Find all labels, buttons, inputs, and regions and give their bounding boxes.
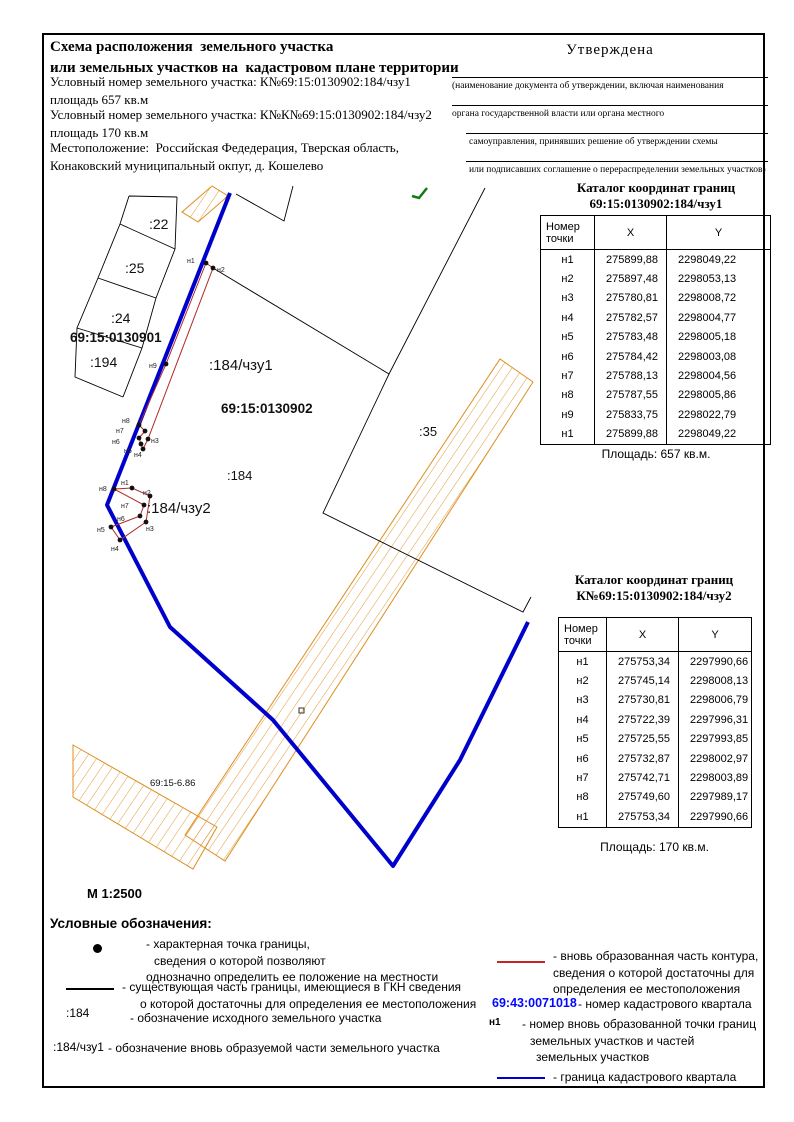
legend-parcel-designation: :184 — [66, 1006, 90, 1020]
approval-signature-line — [452, 133, 768, 148]
table-cell: 2298053,13 — [666, 269, 770, 288]
legend-new-contour-symbol — [497, 961, 545, 963]
point-label: н4 — [111, 546, 119, 553]
table-cell: 2298008,72 — [666, 289, 770, 308]
map-scale: М 1:2500 — [87, 886, 142, 901]
legend-item — [522, 1016, 756, 1066]
table-cell: 2298004,77 — [666, 308, 770, 327]
catalog2-header-y: Y — [678, 618, 751, 652]
table-cell: 275787,55 — [594, 386, 666, 405]
table-cell: 275783,48 — [594, 328, 666, 347]
legend-item-line: однозначно определить ее положение на местности — [146, 970, 439, 984]
point-label: н7 — [116, 428, 124, 435]
signature-rule — [466, 133, 768, 135]
table-cell: н3 — [561, 292, 574, 305]
catalog1-header-y: Y — [666, 216, 770, 250]
legend-item — [553, 1069, 736, 1086]
table-cell: 275725,55 — [606, 730, 678, 749]
table-cell: 2298002,97 — [678, 749, 751, 768]
table-cell: 275742,71 — [606, 768, 678, 787]
point-label: н7 — [121, 503, 129, 510]
table-cell: 2298022,79 — [666, 405, 770, 424]
table-cell: н7 — [576, 772, 589, 785]
table-cell: 2298005,18 — [666, 328, 770, 347]
catalog2-caption — [545, 572, 763, 604]
parcel-label-184: :184 — [227, 468, 253, 483]
table-cell: 2298005,86 — [666, 386, 770, 405]
road-hatch-band — [73, 186, 533, 869]
table-cell: 2297990,66 — [678, 652, 751, 671]
point-label: н2 — [143, 490, 151, 497]
table-cell: н7 — [561, 370, 574, 383]
parcel-label-194: :194 — [90, 354, 118, 370]
table-cell: н4 — [561, 311, 574, 324]
document-title-line1: Схема расположения земельного участка — [50, 39, 334, 55]
table-cell: 2297990,66 — [678, 807, 751, 826]
table-cell: н3 — [576, 694, 589, 707]
point-label: н6 — [117, 516, 125, 523]
legend-point-symbol — [93, 944, 102, 953]
info-line: Конаковский муниципальный окпуг, д. Кошелево — [50, 158, 324, 173]
point-label: н2 — [217, 267, 225, 274]
table-cell: н2 — [576, 675, 589, 688]
point-label: н8 — [122, 418, 130, 425]
new-contour-lines — [111, 263, 213, 540]
table-cell: н8 — [561, 389, 574, 402]
point-label: н9 — [149, 363, 157, 370]
signature-rule — [452, 105, 768, 107]
catalog2-caption-line2: К№69:15:0130902:184/чзу2 — [576, 588, 732, 603]
table-cell: 2298049,22 — [666, 250, 770, 269]
table-cell: н5 — [561, 331, 574, 344]
legend-item-line: земельных участков и частей — [530, 1033, 695, 1048]
point-label: н8 — [99, 486, 107, 493]
parcel-label-25: :25 — [125, 260, 145, 276]
legend-item-line: - характерная точка границы, — [146, 937, 310, 951]
quarter-label-0130901: 69:15:0130901 — [70, 330, 162, 345]
legend-quarter-boundary-symbol — [497, 1077, 545, 1079]
info-line: площадь 657 кв.м — [50, 92, 149, 107]
table-cell: н1 — [561, 428, 574, 441]
approval-signature-line — [452, 161, 768, 176]
quarter-label-0130902: 69:15:0130902 — [221, 401, 313, 416]
table-cell: 275899,88 — [594, 250, 666, 269]
signature-rule — [452, 77, 768, 79]
table-cell: 275782,57 — [594, 308, 666, 327]
table-cell: 275788,13 — [594, 366, 666, 385]
legend-existing-boundary-symbol — [66, 988, 114, 990]
table-cell: 275780,81 — [594, 289, 666, 308]
legend-chzu-designation: :184/чзу1 — [53, 1040, 104, 1054]
info-line: Местоположение: Российская Федедерация, Тверская область, — [50, 140, 399, 155]
existing-parcel-boundaries — [75, 186, 531, 612]
catalog2-area-note: Площадь: 170 кв.м. — [600, 840, 709, 854]
chzu1-contour — [139, 263, 213, 449]
north-mark-icon — [412, 188, 427, 198]
table-cell: 2297989,17 — [678, 788, 751, 807]
table-cell: 275732,87 — [606, 749, 678, 768]
road-label: 69:15-6.86 — [150, 778, 196, 789]
legend-item-line: сведения о которой достаточны для — [553, 965, 755, 980]
table-cell: 275749,60 — [606, 788, 678, 807]
document-title — [50, 37, 480, 79]
cadastral-map — [45, 180, 550, 885]
parcel-label-35: :35 — [419, 424, 438, 439]
table-cell: 275722,39 — [606, 710, 678, 729]
table-cell: н4 — [576, 713, 589, 726]
quarter-boundary-line — [107, 193, 528, 866]
signature-rule — [466, 161, 768, 163]
catalog1-header-point: Номер точки — [541, 216, 594, 250]
table-cell: н9 — [561, 408, 574, 421]
table-cell: 275745,14 — [606, 671, 678, 690]
table-cell: 275784,42 — [594, 347, 666, 366]
legend-item — [553, 948, 758, 998]
info-line: Условный номер земельного участка: К№К№69:15:0130902:184/чзу2 — [50, 107, 432, 122]
parcel-label-22: :22 — [149, 216, 169, 232]
point-label: н4 — [134, 452, 142, 459]
catalog1-area-note: Площадь: 657 кв.м. — [601, 447, 711, 461]
approval-caption: или подписавших соглашение о перераспределении земельных участков) — [469, 165, 766, 175]
table-cell: н2 — [561, 273, 574, 286]
table-cell: 2298004,56 — [666, 366, 770, 385]
table-cell: н5 — [576, 733, 589, 746]
legend-item-line: - существующая часть границы, имеющиеся в ГКН сведения — [122, 980, 462, 994]
table-cell: 2297996,31 — [678, 710, 751, 729]
catalog1-caption — [540, 180, 772, 212]
point-label: н6 — [112, 439, 120, 446]
approval-caption: (наименование документа об утверждении, включая наименования — [452, 81, 724, 91]
table-cell: 275753,34 — [606, 652, 678, 671]
legend-item-line: - вновь образованная часть контура, — [553, 949, 759, 963]
table-cell: 2298008,13 — [678, 671, 751, 690]
point-label: н5 — [97, 527, 105, 534]
legend-item-line: определения ее местоположения — [553, 982, 741, 996]
legend-item — [578, 996, 752, 1013]
legend-item — [122, 979, 476, 1012]
table-cell: 2298003,08 — [666, 347, 770, 366]
point-label: н3 — [146, 526, 154, 533]
parcel-info-block — [50, 74, 480, 173]
table-cell: н1 — [561, 253, 574, 266]
table-cell: н1 — [576, 655, 589, 668]
approval-signature-line — [452, 105, 768, 120]
parcel-label-24: :24 — [111, 310, 131, 326]
info-line: Условный номер земельного участка: К№69:15:0130902:184/чзу1 — [50, 74, 411, 89]
table-cell: 2298006,79 — [678, 691, 751, 710]
legend-item-line: - обозначение исходного земельного участка — [130, 1011, 382, 1025]
legend-item-line: сведения о которой позволяют — [154, 953, 326, 968]
table-cell: 275753,34 — [606, 807, 678, 826]
catalog2-caption-line1: Каталог координат границ — [574, 572, 734, 587]
catalog1-caption-line1: Каталог координат границ — [576, 180, 736, 195]
parcel-label-chzu1: :184/чзу1 — [209, 357, 273, 374]
catalog2-header-point: Номер точки — [559, 618, 606, 652]
point-label: н3 — [151, 438, 159, 445]
table-cell: 2298049,22 — [666, 425, 770, 444]
point-label: н5 — [124, 448, 132, 455]
legend-point-number: н1 — [489, 1017, 501, 1028]
point-label: н1 — [187, 258, 195, 265]
legend-quarter-number: 69:43:0071018 — [492, 996, 577, 1010]
catalog1-caption-line2: 69:15:0130902:184/чзу1 — [589, 196, 723, 211]
info-line: площадь 170 кв.м — [50, 125, 149, 140]
legend-item-line: - обозначение вновь образуемой части земельного участка — [108, 1041, 440, 1055]
legend-item-line: - номер вновь образованной точки границ — [522, 1017, 757, 1031]
table-cell: н6 — [561, 350, 574, 363]
table-cell: 2297993,85 — [678, 730, 751, 749]
legend-item — [108, 1040, 440, 1057]
approval-section — [452, 42, 768, 189]
legend-item-line: земельных участков — [536, 1050, 650, 1064]
table-cell: 275730,81 — [606, 691, 678, 710]
table-cell: н6 — [576, 752, 589, 765]
approval-caption: органа государственной власти или органа местного — [452, 109, 665, 119]
catalog2-header-x: X — [606, 618, 678, 652]
parcel-label-chzu2: :184/чзу2 — [147, 500, 211, 517]
table-cell: 275833,75 — [594, 405, 666, 424]
approval-signature-line — [452, 77, 768, 92]
table-cell: н8 — [576, 791, 589, 804]
table-cell: 2298003,89 — [678, 768, 751, 787]
approval-caption: самоуправления, принявших решение об утверждении схемы — [469, 137, 718, 147]
legend-item-line: - граница кадастрового квартала — [553, 1070, 737, 1084]
approval-title: Утверждена — [566, 42, 654, 58]
table-cell: 275899,88 — [594, 425, 666, 444]
legend-title: Условные обозначения: — [50, 916, 212, 931]
catalog2-table — [558, 617, 752, 828]
catalog1-header-x: X — [594, 216, 666, 250]
legend-item-line: - номер кадастрового квартала — [578, 997, 752, 1011]
document-title-line2: или земельных участков на кадастровом плане территории — [50, 60, 459, 76]
point-label: н1 — [121, 480, 129, 487]
table-cell: н1 — [576, 810, 589, 823]
legend-item — [130, 1010, 381, 1027]
catalog1-table — [540, 215, 771, 445]
legend-item-line: о которой достаточны для определения ее местоположения — [140, 996, 477, 1011]
table-cell: 275897,48 — [594, 269, 666, 288]
